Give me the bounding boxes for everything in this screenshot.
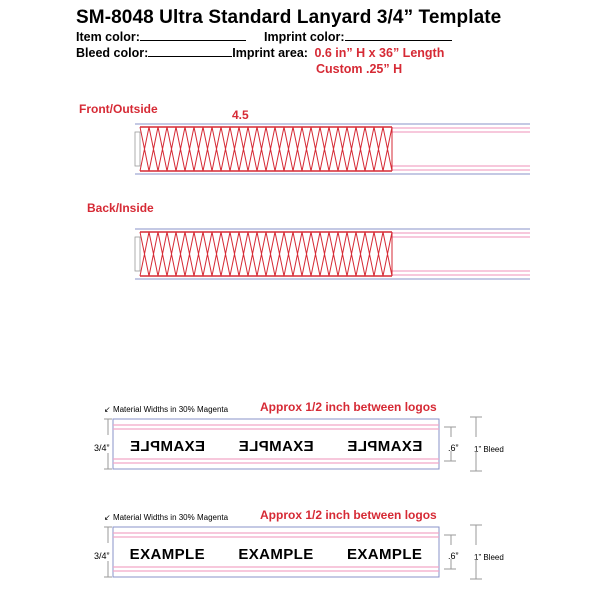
height-label-2: 3/4” (94, 551, 110, 561)
arrow-icon: ↙ (104, 513, 111, 522)
imprint-label-2: .6” (448, 551, 459, 561)
logo-text: EXAMPLE (346, 546, 423, 563)
material-note-1: ↙ Material Widths in 30% Magenta (104, 405, 229, 414)
material-note-2: ↙ Material Widths in 30% Magenta (104, 513, 229, 522)
item-color-label: Item color: (76, 30, 140, 44)
front-dimension: 4.5 (232, 108, 249, 122)
bleed-label-2: 1” Bleed (474, 553, 504, 562)
imprint-label-1: .6” (448, 443, 459, 453)
logo-text: EXAMPLE (238, 438, 314, 455)
back-label: Back/Inside (87, 201, 154, 215)
logo-text: EXAMPLE (238, 546, 314, 563)
spacing-note-1: Approx 1/2 inch between logos (260, 400, 437, 414)
bleed-color-label: Bleed color: (76, 46, 149, 60)
spacing-note-2: Approx 1/2 inch between logos (260, 508, 437, 522)
imprint-color-label: Imprint color: (264, 30, 345, 44)
imprint-area-label: Imprint area: (232, 46, 308, 60)
custom-value: Custom .25” H (316, 62, 403, 76)
bleed-box (113, 419, 439, 469)
front-label: Front/Outside (79, 102, 158, 116)
height-label-1: 3/4” (94, 443, 110, 453)
bleed-label-1: 1” Bleed (474, 445, 504, 454)
arrow-icon: ↙ (104, 405, 111, 414)
imprint-area-value: 0.6 in” H x 36” Length (314, 46, 445, 60)
logo-text: EXAMPLE (129, 546, 205, 563)
bleed-box (113, 527, 439, 577)
logo-text: EXAMPLE (129, 438, 206, 455)
logo-text: EXAMPLE (347, 438, 423, 455)
page-title: SM-8048 Ultra Standard Lanyard 3/4” Template (76, 7, 502, 28)
